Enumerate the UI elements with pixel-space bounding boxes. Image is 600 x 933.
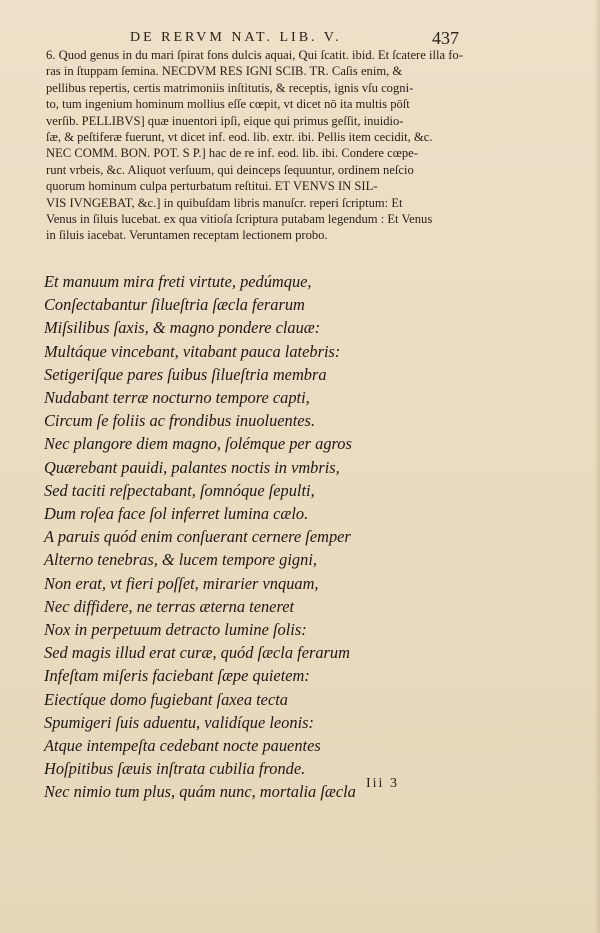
verse-block: [44, 270, 514, 804]
page-number: 437: [432, 28, 459, 48]
commentary-line: pellibus repertis, certis matrimoniis inſtitutis, & receptis, ignis vſu cogni-: [46, 80, 414, 95]
verse-line: Et manuum mira freti virtute, pedúmque,: [44, 272, 312, 291]
commentary-line: 6. Quod genus in du mari ſpirat fons dulcis aquai, Qui ſcatit. ibid. Et ſcatere illa fo-: [46, 48, 463, 62]
commentary-line: ſæ, & peſtiferæ fuerunt, vt dicet inf. eod. lib. extr. ibi. Pellis item cecidit, &c.: [46, 130, 433, 145]
verse-line: Alterno tenebras, & lucem tempore gigni,: [44, 550, 317, 570]
verse-line: Non erat, vt fieri poſſet, mirarier vnquam,: [44, 573, 319, 593]
running-title: DE RERVM NAT. LIB. V.: [130, 30, 342, 45]
commentary-line: quorum hominum culpa perturbatum reſtitui. ET VENVS IN SIL-: [46, 179, 378, 194]
verse-line: Hoſpitibus ſæuis inſtrata cubilia fronde.: [44, 759, 306, 779]
commentary-block: [46, 47, 558, 244]
verse-line: Miſsilibus ſaxis, & magno pondere clauæ:: [44, 318, 321, 338]
verse-line: Nec plangore diem magno, ſolémque per agros: [44, 434, 352, 454]
verse-line: Setigeriſque pares ſuibus ſilueſtria membra: [44, 364, 327, 384]
commentary-line: VIS IVNGEBAT, &c.] in quibuſdam libris manuſcr. reperi ſcriptum: Et: [46, 195, 403, 210]
signature-mark: Iii 3: [366, 776, 399, 791]
verse-line: Infeſtam miſeris faciebant ſæpe quietem:: [44, 666, 310, 686]
verse-line: Nudabant terræ nocturno tempore capti,: [44, 388, 310, 408]
page-edge-shadow: [594, 0, 600, 933]
verse-line: A paruis quód enim conſuerant cernere ſemper: [44, 527, 351, 547]
verse-line: Dum roſea face ſol inferret lumina cælo.: [44, 504, 309, 524]
verse-line: Sed taciti reſpectabant, ſomnóque ſepulti,: [44, 480, 315, 500]
commentary-line: in ſiluis iacebat. Veruntamen receptam lectionem probo.: [46, 228, 328, 243]
verse-line: Multáque vincebant, vitabant pauca latebris:: [44, 341, 341, 361]
verse-line: Spumigeri ſuis aduentu, validíque leonis:: [44, 712, 314, 732]
commentary-line: ras in ſtuppam ſemina. NECDVM RES IGNI SCIB. TR. Caſis enim, &: [46, 64, 403, 79]
commentary-line: runt vrbeis, &c. Aliquot verſuum, qui deinceps ſequuntur, ordinem neſcio: [46, 162, 414, 177]
verse-line: Eiectíque domo fugiebant ſaxea tecta: [44, 689, 288, 709]
verse-line: Circum ſe foliis ac frondibus inuoluentes.: [44, 411, 316, 431]
verse-line: Nec diffidere, ne terras æterna teneret: [44, 596, 295, 616]
commentary-line: verſib. PELLIBVS] quæ inuentori ipſi, eique qui primus geſſit, inuidio-: [46, 113, 404, 128]
commentary-line: to, tum ingenium hominum mollius eſſe cœpit, vt dicet nō ita multis pōſt: [46, 97, 410, 112]
verse-line: Conſectabantur ſilueſtria ſæcla ferarum: [44, 295, 305, 315]
commentary-line: NEC COMM. BON. POT. S P.] hac de re inf. eod. lib. ibi. Condere cœpe-: [46, 146, 418, 161]
verse-line: Sed magis illud erat curæ, quód ſæcla ferarum: [44, 643, 350, 663]
verse-line: Atque intempeſta cedebant nocte pauentes: [44, 736, 321, 756]
verse-line: Nox in perpetuum detracto lumine ſolis:: [44, 620, 307, 640]
commentary-line: Venus in ſiluis lucebat. ex qua vitioſa ſcriptura putabam legendum : Et Venus: [46, 212, 433, 227]
verse-line: Nec nimio tum plus, quám nunc, mortalia ſæcla: [44, 782, 356, 802]
verse-line: Quærebant pauidi, palantes noctis in vmbris,: [44, 457, 340, 477]
